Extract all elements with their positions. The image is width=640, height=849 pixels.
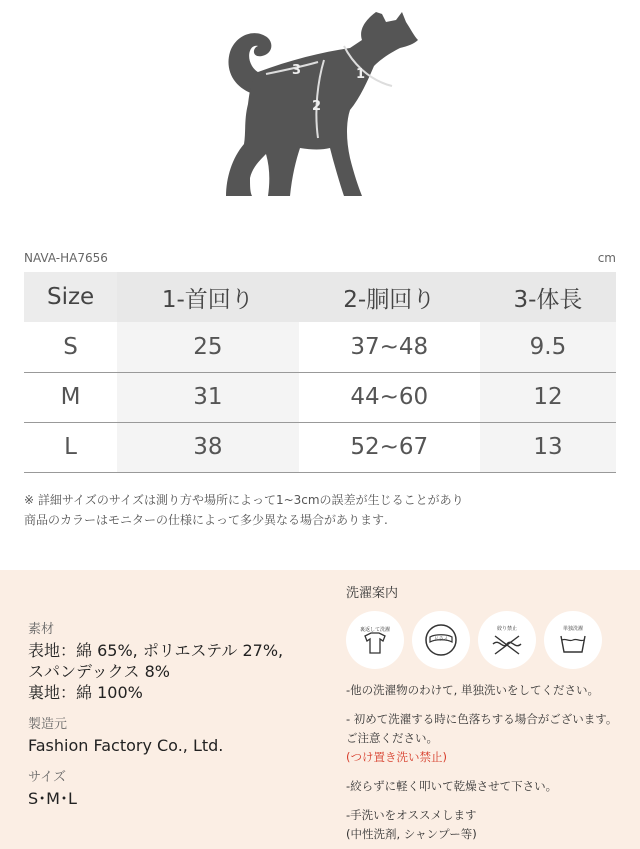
product-info-panel	[0, 570, 640, 849]
wash-title: 洗濯案内	[346, 586, 399, 601]
table-cell: 9.5	[480, 322, 616, 372]
wash-instruction-line: - 初めて洗濯する時に色落ちする場合がございます。	[346, 712, 618, 726]
wash-icons	[346, 611, 636, 669]
no-wring-icon	[478, 611, 536, 669]
wash-instruction-line: (中性洗剤, シャンプー等)	[346, 827, 477, 841]
material-value	[28, 640, 328, 703]
header-neck: 1-首回り	[117, 272, 298, 322]
table-cell: 44~60	[299, 372, 480, 422]
wash-instruction	[346, 710, 636, 767]
table-cell: 37~48	[299, 322, 480, 372]
size-label: サイズ	[28, 770, 66, 785]
table-cell: 31	[117, 372, 298, 422]
wash-tub-icon	[544, 611, 602, 669]
header-size: Size	[24, 272, 117, 322]
table-cell: 38	[117, 422, 298, 472]
table-cell: M	[24, 372, 117, 422]
dog-silhouette-icon	[0, 0, 640, 210]
product-details	[28, 618, 328, 819]
table-row	[24, 422, 616, 472]
header-chest: 2-胴回り	[299, 272, 480, 322]
header-length: 3-体長	[480, 272, 616, 322]
dry-clean-icon	[412, 611, 470, 669]
washing-guide	[346, 582, 636, 849]
note-line: ※ 詳細サイズのサイズは測り方や場所によって1~3cmの誤差が生じることがあり	[24, 493, 464, 507]
size-table	[24, 272, 616, 473]
table-cell: 52~67	[299, 422, 480, 472]
maker-value: Fashion Factory Co., Ltd.	[28, 736, 224, 755]
material-label: 素材	[28, 622, 55, 637]
table-header-row	[24, 272, 616, 322]
table-cell: 12	[480, 372, 616, 422]
wash-instruction-line: -手洗いをオススメします	[346, 808, 477, 822]
wash-instruction: -絞らずに軽く叩いて乾燥させて下さい。	[346, 779, 558, 793]
wash-instruction	[346, 806, 636, 844]
note-line: 商品のカラーはモニターの仕様によって多少異なる場合があります.	[24, 513, 388, 527]
maker-label: 製造元	[28, 717, 68, 732]
shirt-inside-out-icon	[346, 611, 404, 669]
size-value: S･M･L	[28, 789, 77, 808]
table-cell: 25	[117, 322, 298, 372]
material-line: 表地：綿 65%, ポリエステル 27%,	[28, 641, 284, 660]
material-line: 裏地：綿 100%	[28, 683, 143, 702]
table-cell: L	[24, 422, 117, 472]
model-number: NAVA-HA7656	[24, 251, 108, 265]
icon-label: 単独洗濯	[562, 626, 584, 632]
icon-label: 絞り禁止	[496, 626, 518, 632]
marker-3: 3	[292, 63, 302, 78]
marker-2: 2	[312, 99, 322, 114]
dog-illustration	[0, 0, 640, 210]
wash-instruction-line: ご注意ください。	[346, 731, 438, 745]
icon-label: 裏返して洗濯	[359, 627, 391, 633]
icon-label: ドライ	[433, 636, 449, 643]
table-cell: S	[24, 322, 117, 372]
table-row	[24, 322, 616, 372]
wash-instruction: -他の洗濯物のわけて, 単独洗いをしてください。	[346, 683, 599, 697]
table-cell: 13	[480, 422, 616, 472]
unit-label: cm	[597, 251, 616, 265]
table-row	[24, 372, 616, 422]
size-note	[24, 490, 464, 530]
wash-warning: (つけ置き洗い禁止)	[346, 750, 447, 764]
marker-1: 1	[356, 67, 366, 82]
material-line: スパンデックス 8%	[28, 662, 170, 681]
